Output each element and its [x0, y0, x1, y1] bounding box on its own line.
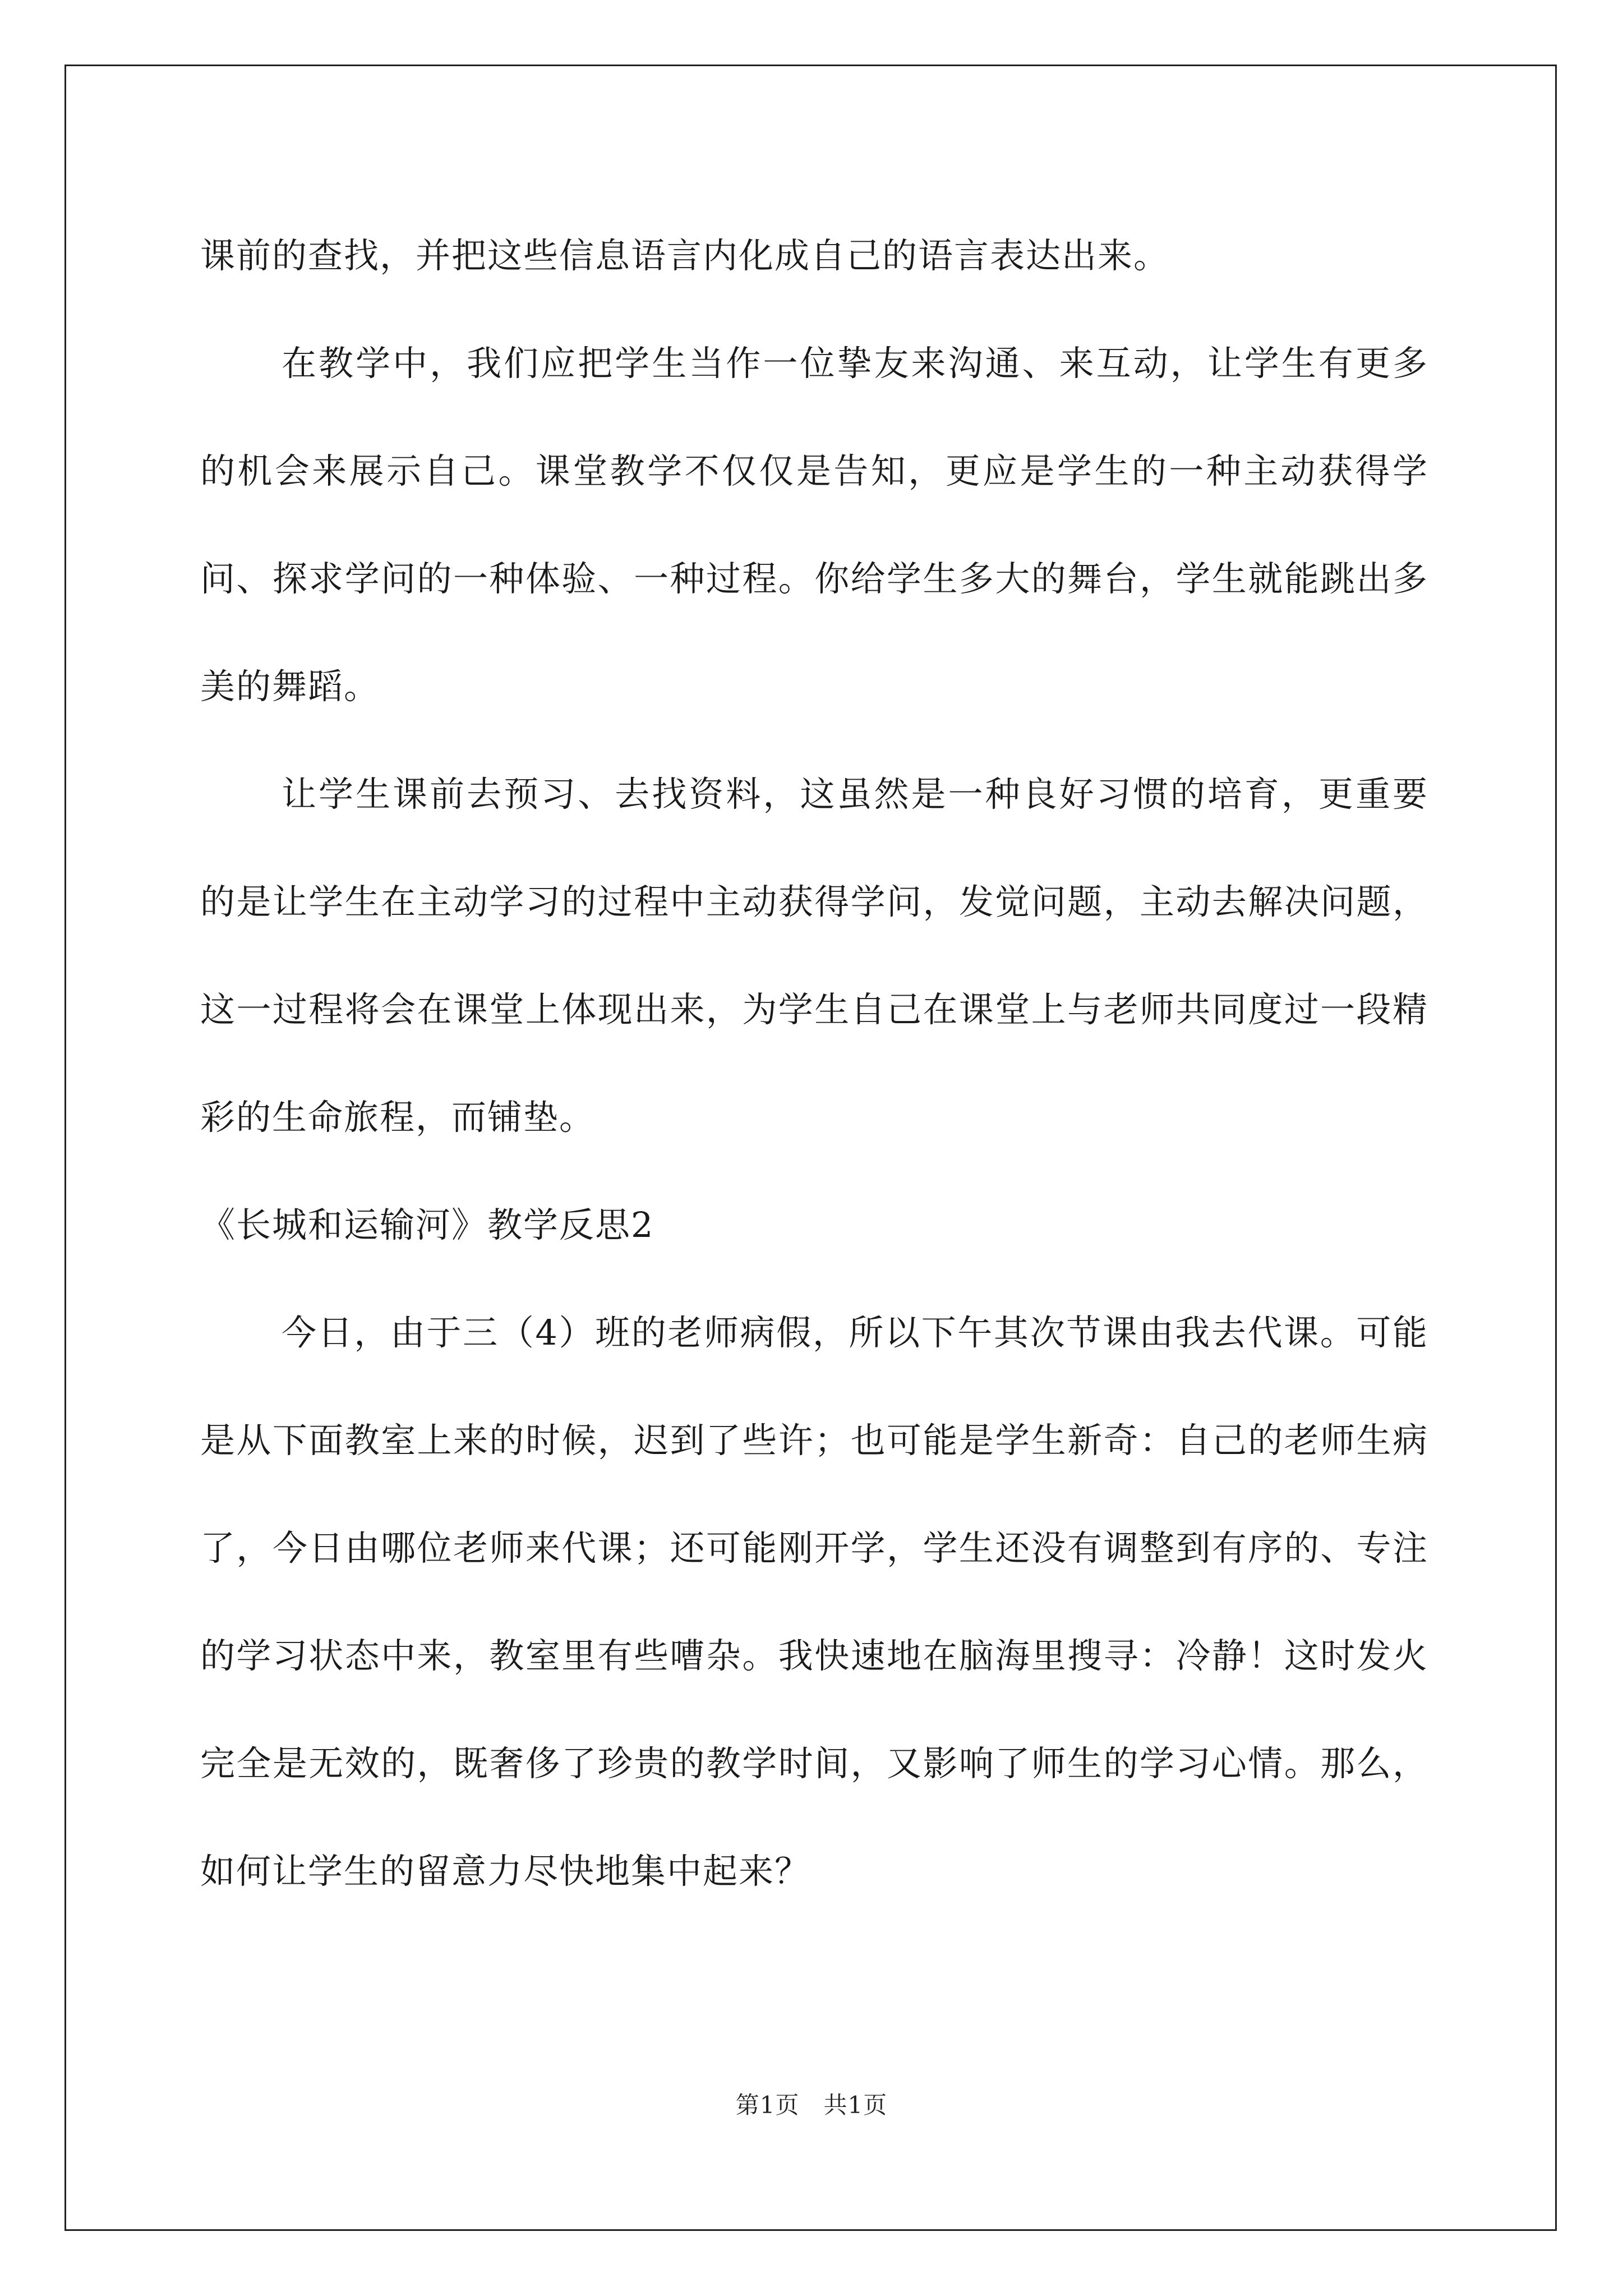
document-body — [200, 202, 1428, 1925]
paragraph-substitute-class: 今日，由于三（4）班的老师病假，所以下午其次节课由我去代课。可能是从下面教室上来的时候，迟到了些许；也可能是学生新奇：自己的老师生病了，今日由哪位老师来代课；还可能刚开学，学生还没有调整到有序的、专注的学习状态中来，教室里有些嘈杂。我快速地在脑海里搜寻：冷静！这时发火完全是无效的，既奢侈了珍贵的教学时间，又影响了师生的学习心情。那么，如何让学生的留意力尽快地集中起来？ — [200, 1312, 1428, 1892]
paragraph-preview-habit: 让学生课前去预习、去找资料，这虽然是一种良好习惯的培育，更重要的是让学生在主动学习的过程中主动获得学问，发觉问题，主动去解决问题，这一过程将会在课堂上体现出来，为学生自己在课堂上与老师共同度过一段精彩的生命旅程，而铺垫。 — [200, 774, 1428, 1138]
page-number-footer: 第1页 共1页 — [735, 2091, 888, 2119]
section-heading: 《长城和运输河》教学反思2 — [200, 1204, 654, 1245]
paragraph-continuation: 课前的查找，并把这些信息语言内化成自己的语言表达出来。 — [200, 235, 1170, 276]
paragraph-teaching-interaction: 在教学中，我们应把学生当作一位挚友来沟通、来互动，让学生有更多的机会来展示自己。课堂教学不仅仅是告知，更应是学生的一种主动获得学问、探求学问的一种体验、一种过程。你给学生多大的舞台，学生就能跳出多美的舞蹈。 — [200, 343, 1428, 707]
